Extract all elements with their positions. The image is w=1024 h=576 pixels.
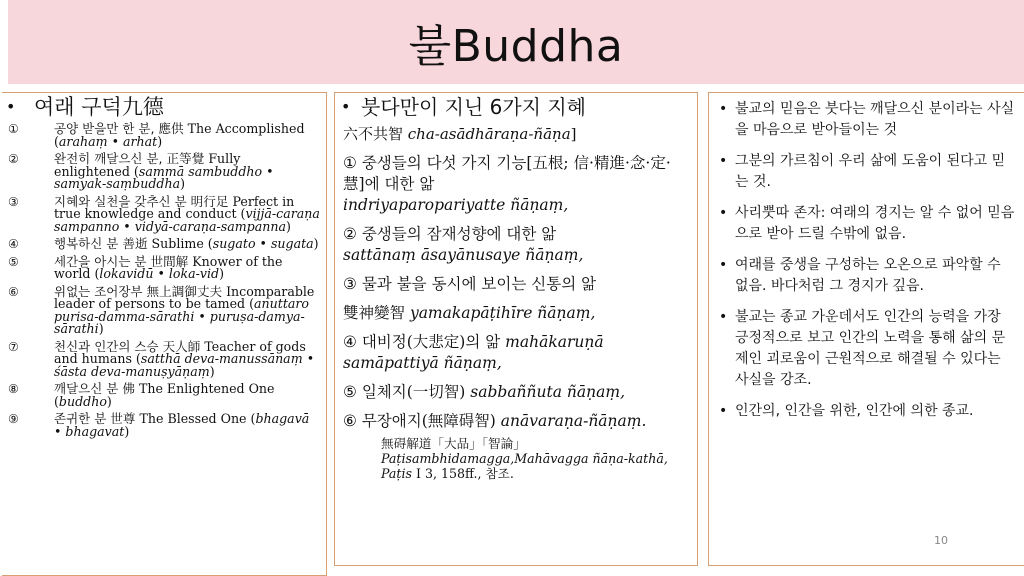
- page-number: 10: [934, 534, 948, 547]
- virtue-close: ): [124, 423, 130, 439]
- six-knowledges-heading-text: 붓다만이 지닌 6가지 지혜: [361, 95, 586, 119]
- knowledge-korean: ① 중생들의 다섯 가지 기능: [343, 154, 527, 172]
- reference-line-3: [381, 466, 697, 481]
- knowledge-pali: anāvaraṇa-ñāṇaṃ.: [500, 412, 647, 430]
- virtue-number: ①: [8, 122, 19, 136]
- reference-note: [335, 436, 697, 481]
- nine-virtues-heading: [2, 95, 326, 119]
- virtue-english: 世間解 Knower of the world (: [54, 253, 283, 281]
- virtue-close: ): [209, 363, 215, 379]
- virtue-english: 世尊 The Blessed One (: [106, 411, 256, 426]
- virtue-close: ): [285, 218, 291, 234]
- knowledge-korean-suffix: 의 앎: [465, 333, 506, 351]
- virtue-korean: 공양 받을만 한 분,: [54, 121, 155, 136]
- virtue-close: ): [219, 266, 225, 281]
- bullet-icon: •: [719, 101, 728, 117]
- virtue-english: 應供 The Accomplished (: [54, 121, 305, 149]
- virtue-number: ⑧: [8, 382, 19, 396]
- knowledge-hanja: (無障碍智): [421, 412, 501, 430]
- knowledge-hanja: (一切智): [406, 383, 471, 401]
- subtitle-hanja: 六不共智: [343, 125, 408, 143]
- virtue-pali: arahaṃ • arhat: [58, 133, 158, 149]
- faith-note-text: 불교는 종교 가운데서도 인간의 능력을 가장 긍정적으로 보고 인간의 노력을 통해 삶의 문제인 괴로움이 근원적으로 해결될 수 있다는 사실을 강조.: [735, 309, 1006, 388]
- virtue-english: 正等覺 Fully enlightened (: [54, 151, 241, 179]
- virtue-pali: bhagavā • bhagavat: [54, 411, 310, 439]
- faith-note: [709, 99, 1024, 141]
- virtue-english: 天人師 Teacher of gods and humans (: [54, 338, 306, 366]
- knowledge-item: [335, 224, 697, 266]
- faith-note-text: 여래를 중생을 구성하는 오온으로 파악할 수 없음. 바다처럼 그 경지가 깊음.: [735, 257, 1001, 294]
- virtue-item: [2, 193, 326, 234]
- virtue-korean: 행복하신 분: [54, 236, 119, 251]
- knowledge-item: [335, 411, 697, 432]
- knowledge-hanja: [五根; 信·精進·念·定·慧]: [343, 154, 671, 193]
- faith-note: [709, 203, 1024, 245]
- knowledge-korean: ③ 물과 불을 동시에 보이는 신통의 앎: [343, 275, 597, 293]
- virtue-english: 善逝 Sublime (: [118, 236, 213, 251]
- knowledge-korean: ② 중생들의 잠재성향에 대한 앎: [343, 225, 557, 243]
- knowledge-item: [335, 153, 697, 216]
- virtue-item: [2, 283, 326, 336]
- nine-virtues-panel: [2, 92, 327, 576]
- faith-notes-list: [709, 93, 1024, 422]
- virtue-number: ⑤: [8, 254, 19, 269]
- virtue-english: 明行足 Perfect in true knowledge and conduct (: [54, 193, 295, 221]
- bullet-icon: •: [719, 309, 728, 325]
- faith-note-text: 불교의 믿음은 붓다는 깨달으신 분이라는 사실을 마음으로 받아들이는 것: [735, 101, 1015, 138]
- virtue-pali: anuttaro purisa-damma-sārathi • puruṣa-damya-sārathi: [54, 296, 310, 336]
- knowledge-item: [335, 274, 697, 295]
- virtue-close: ): [180, 176, 186, 191]
- faith-note: [709, 151, 1024, 193]
- virtue-pali: satthā deva-manussānaṃ • śāsta deva-manuṣyāṇaṃ: [54, 351, 315, 379]
- knowledge-hanja: 雙神變智: [343, 304, 410, 322]
- virtue-number: ③: [8, 194, 19, 209]
- knowledge-hanja: (大悲定): [406, 333, 466, 351]
- virtue-number: ④: [8, 237, 19, 251]
- virtue-pali: vijjā-caraṇa sampanno • vidyā-caraṇa-sampanna: [54, 206, 320, 234]
- bullet-icon: •: [719, 403, 728, 419]
- knowledge-item: [335, 382, 697, 403]
- knowledge-pali: sabbaññuta ñāṇaṃ,: [470, 383, 626, 401]
- faith-note: [709, 401, 1024, 422]
- knowledge-korean: ⑤ 일체지: [343, 383, 407, 401]
- knowledge-pali: sattānaṃ āsayānusaye ñāṇaṃ,: [343, 246, 584, 264]
- virtue-korean: 지혜와 실천을 갖추신 분: [54, 193, 187, 209]
- six-knowledges-panel: [334, 92, 698, 566]
- virtue-korean: 깨달으신 분: [54, 381, 119, 396]
- virtue-korean: 완전히 깨달으신 분,: [54, 151, 163, 166]
- virtue-list: [2, 123, 326, 438]
- nine-virtues-heading-text: 여래 구덕九德: [34, 95, 164, 119]
- knowledge-pali: indriyaparopariyatte ñāṇaṃ,: [343, 196, 569, 214]
- virtue-english: 無上調御丈夫 Incomparable leader of persons to be tamed (: [54, 283, 315, 311]
- virtue-close: ): [157, 133, 163, 149]
- virtue-number: ⑨: [8, 412, 19, 426]
- virtue-item: [2, 383, 326, 408]
- title-bar: [8, 0, 1024, 84]
- virtue-number: ⑥: [8, 284, 19, 299]
- subtitle-pali: cha-asādhāraṇa-ñāṇa: [407, 125, 571, 143]
- knowledge-korean: ⑥ 무장애지: [343, 412, 422, 430]
- six-knowledges-heading: [335, 95, 697, 119]
- virtue-item: [2, 238, 326, 251]
- reference-pages: I 3, 158ff., 참조.: [411, 466, 514, 481]
- virtue-pali: buddho: [58, 393, 107, 409]
- slide-title: 불Buddha: [408, 21, 624, 72]
- reference-line-1: 無碍解道「大品」「智論」: [381, 436, 526, 451]
- virtue-item: [2, 123, 326, 148]
- virtue-pali: sammā sambuddho • samyak-saṃbuddha: [54, 163, 274, 191]
- virtue-close: ): [106, 393, 112, 409]
- virtue-korean: 위없는 조어장부: [54, 283, 143, 299]
- knowledge-pali: yamakapāṭihīre ñāṇaṃ,: [409, 304, 596, 322]
- faith-note: [709, 255, 1024, 297]
- knowledge-pali: mahākaruṇā samāpattiyā ñāṇaṃ,: [343, 333, 604, 372]
- virtue-korean: 존귀한 분: [54, 411, 107, 426]
- faith-notes-panel: [708, 92, 1024, 566]
- reference-line-2: Paṭisambhidamagga,Mahāvagga ñāṇa-kathā,: [381, 451, 668, 466]
- virtue-pali: sugato • sugata: [212, 236, 314, 251]
- bullet-icon: •: [719, 205, 728, 221]
- faith-note: [709, 307, 1024, 391]
- faith-note-text: 그분의 가르침이 우리 삶에 도움이 된다고 믿는 것.: [735, 153, 1006, 190]
- six-knowledges-subtitle: [335, 125, 697, 143]
- bullet-icon: •: [6, 97, 16, 116]
- virtue-number: ⑦: [8, 339, 19, 354]
- virtue-pali: lokavidū • loka-vid: [99, 266, 220, 281]
- faith-note-text: 인간의, 인간을 위한, 인간에 의한 종교.: [735, 403, 974, 419]
- bullet-icon: •: [341, 97, 351, 116]
- knowledge-item: [335, 332, 697, 374]
- knowledge-korean-suffix: 에 대한 앎: [364, 175, 435, 193]
- virtue-english: 佛 The Enlightened One (: [54, 381, 275, 409]
- virtue-item: [2, 338, 326, 379]
- bullet-icon: •: [719, 153, 728, 169]
- virtue-item: [2, 413, 326, 438]
- faith-note-text: 사리뿟따 존자: 여래의 경지는 알 수 없어 믿음으로 받아 드릴 수밖에 없음.: [735, 205, 1015, 242]
- reference-source: Paṭis: [381, 466, 412, 481]
- virtue-item: [2, 253, 326, 281]
- knowledge-korean: ④ 대비정: [343, 333, 407, 351]
- virtue-number: ②: [8, 152, 19, 166]
- knowledge-item: [335, 303, 697, 324]
- virtue-item: [2, 153, 326, 191]
- virtue-korean: 천신과 인간의 스승: [54, 338, 159, 354]
- bullet-icon: •: [719, 257, 728, 273]
- subtitle-end: ]: [570, 125, 577, 143]
- virtue-close: ): [98, 321, 104, 336]
- virtue-korean: 세간을 아시는 분: [54, 253, 147, 269]
- virtue-close: ): [313, 236, 319, 251]
